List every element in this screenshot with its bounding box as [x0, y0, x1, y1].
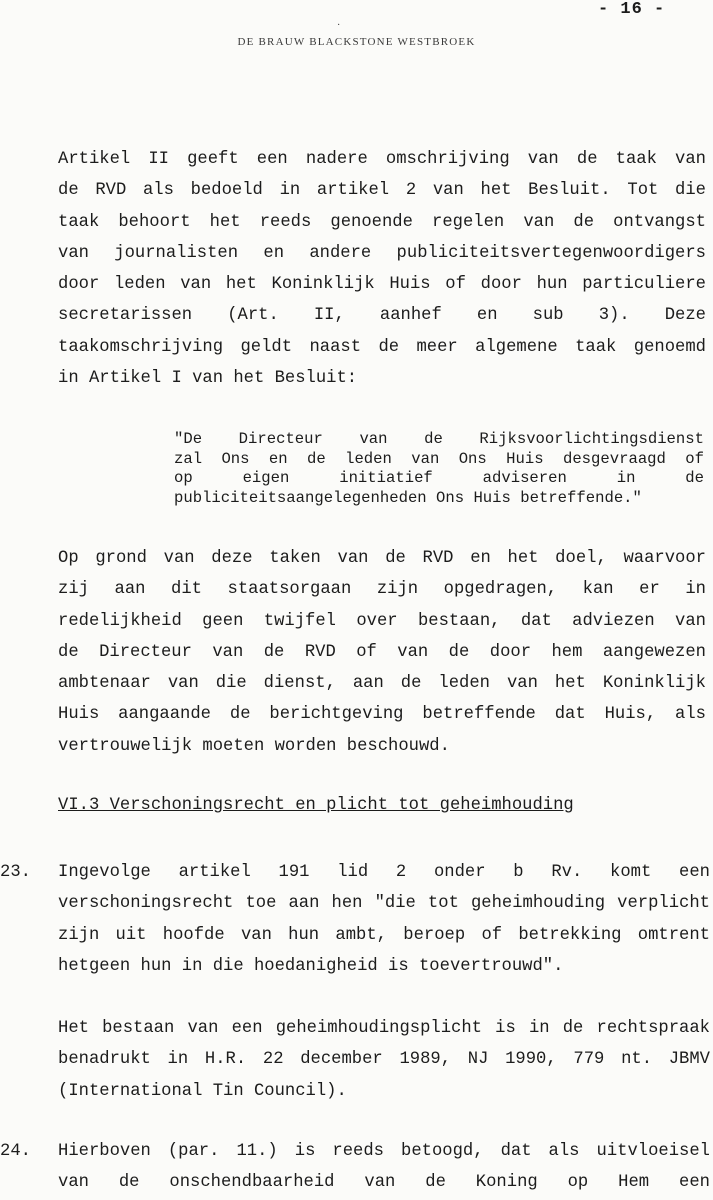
text-line: Hierboven (par. 11.) is reeds betoogd, dat als uitvloeisel [58, 1142, 710, 1161]
text-line: vertrouwelijk moeten worden beschouwd. [58, 736, 450, 756]
text-line: taakomschrijving geldt naast de meer algemene taak genoemd [58, 337, 706, 357]
text-line: secretarissen (Art. II, aanhef en sub 3). Deze [58, 306, 706, 326]
item-number-24: 24. [0, 1142, 31, 1161]
text-line: de RVD als bedoeld in artikel 2 van het Besluit. Tot die [58, 181, 706, 201]
text-line: ambtenaar van die dienst, aan de leden van het Koninklijk [58, 674, 706, 694]
text-line: Artikel II geeft een nadere omschrijving van de taak van [58, 150, 706, 169]
paragraph-op-grond [58, 543, 706, 762]
section-heading: VI.3 Verschoningsrecht en plicht tot geheimhouding [58, 796, 574, 815]
text-line: van de onschendbaarheid van de Koning op Hem een [58, 1173, 710, 1193]
item-number-23: 23. [0, 863, 31, 882]
text-line: verschoningsrecht toe aan hen "die tot geheimhouding verplicht [58, 894, 710, 914]
paragraph-23 [58, 857, 710, 982]
paragraph-artikel-ii [58, 144, 706, 394]
quote-line: op eigen initiatief adviseren in de [174, 469, 704, 487]
text-line: door leden van het Koninklijk Huis of door hun particuliere [58, 275, 706, 295]
text-line: (International Tin Council). [58, 1081, 347, 1101]
text-line: redelijkheid geen twijfel over bestaan, dat adviezen van [58, 611, 706, 631]
text-line: taak behoort het reeds genoende regelen van de ontvangst [58, 212, 706, 232]
text-line: Huis aangaande de berichtgeving betreffende dat Huis, als [58, 705, 706, 725]
letterhead-mark: · [337, 20, 342, 31]
text-line: zij aan dit staatsorgaan zijn opgedragen, kan er in [58, 580, 706, 600]
text-line: benadrukt in H.R. 22 december 1989, NJ 1990, 779 nt. JBMV [58, 1050, 710, 1070]
text-line: in Artikel I van het Besluit: [58, 369, 358, 389]
text-line: zijn uit hoofde van hun ambt, beroep of betrekking omtrent [58, 925, 710, 945]
text-line: de Directeur van de RVD of van de door hem aangewezen [58, 642, 706, 662]
page-number: - 16 - [598, 0, 666, 19]
text-line: Op grond van deze taken van de RVD en het doel, waarvoor [58, 549, 706, 568]
block-quote [174, 430, 704, 508]
letterhead [0, 20, 713, 48]
quote-line: "De Directeur van de Rijksvoorlichtingsdienst [174, 430, 704, 448]
paragraph-23-continued [58, 1013, 710, 1107]
text-line: Ingevolge artikel 191 lid 2 onder b Rv. komt een [58, 863, 710, 882]
paragraph-24 [58, 1136, 710, 1199]
quote-line: publiciteitsaangelegenheden Ons Huis betreffende." [174, 488, 642, 507]
quote-line: zal Ons en de leden van Ons Huis desgevraagd of [174, 449, 704, 468]
text-line: van journalisten en andere publiciteitsvertegenwoordigers [58, 243, 706, 263]
letterhead-text: DE BRAUW BLACKSTONE WESTBROEK [237, 36, 476, 48]
text-line: hetgeen hun in die hoedanigheid is toevertrouwd". [58, 956, 564, 976]
text-line: Het bestaan van een geheimhoudingsplicht is in de rechtspraak [58, 1019, 710, 1038]
